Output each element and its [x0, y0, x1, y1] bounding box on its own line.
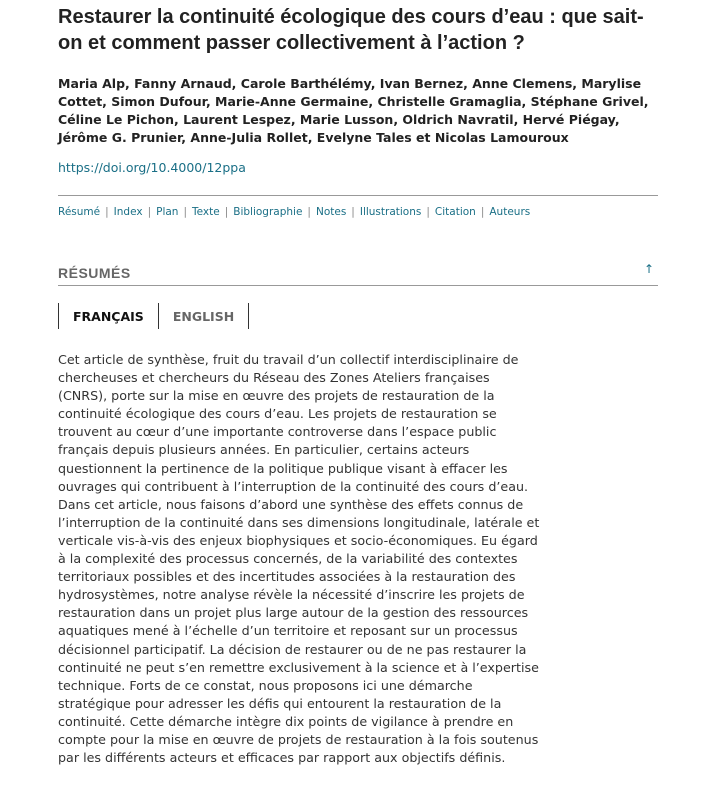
toc-separator: | — [183, 206, 187, 218]
toc-separator: | — [147, 206, 152, 218]
article-title: Restaurer la continuité écologique des cours d’eau : que sait-on et comment passer collectivement à l’action ? — [58, 6, 644, 54]
toc-link-resume[interactable]: Résumé — [58, 206, 101, 218]
tab-francais[interactable]: FRANÇAIS — [58, 303, 158, 329]
doi-link[interactable]: https://doi.org/10.4000/12ppa — [58, 160, 246, 175]
toc-separator: | — [426, 206, 430, 218]
toc-link-notes[interactable]: Notes — [315, 206, 347, 218]
toc-link-plan[interactable]: Plan — [156, 206, 179, 218]
toc-separator: | — [224, 206, 229, 218]
language-tabs — [58, 303, 249, 329]
toc-link-illustrations[interactable]: Illustrations — [359, 206, 422, 218]
toc-link-bibliographie[interactable]: Bibliographie — [233, 206, 303, 218]
back-to-top-icon[interactable]: ↑ — [644, 262, 655, 276]
section-title-resumes: RÉSUMÉS — [58, 265, 131, 281]
article-authors: Maria Alp, Fanny Arnaud, Carole Barthélémy, Ivan Bernez, Anne Clemens, Marylise Cottet, Simon Dufour, Marie-Anne Germaine, Christelle Gramaglia, Stéphane Grivel, Céline Le Pichon, Laurent Lespez, Marie Lusson, Oldrich Navratil, Hervé Piégay, Jérôme G. Prunier, Anne-Julia Rollet, Evelyne Tales et Nicolas Lamouroux — [58, 76, 649, 145]
toc-separator: | — [105, 206, 109, 218]
toc-link-index[interactable]: Index — [113, 206, 143, 218]
toc-link-citation[interactable]: Citation — [434, 206, 476, 218]
tab-english[interactable]: ENGLISH — [158, 303, 249, 329]
toc-link-texte[interactable]: Texte — [192, 206, 220, 218]
divider-top — [58, 195, 658, 196]
toc-separator: | — [307, 206, 311, 218]
toc-link-auteurs[interactable]: Auteurs — [489, 206, 531, 218]
divider-resumes — [58, 285, 658, 286]
abstract-text: Cet article de synthèse, fruit du travail d’un collectif interdisciplinaire de chercheuses et chercheurs du Réseau des Zones Ateliers françaises (CNRS), porte sur la mise en œuvre des projets de restauration de la continuité écologique des cours d’eau. Les projets de restauration se trouvent au cœur d’une importante controverse dans l’espace public français depuis plusieurs années. En particulier, certains acteurs questionnent la pertinence de la politique publique visant à effacer les ouvrages qui contribuent à l’interruption de la continuité des cours d’eau. Dans cet article, nous faisons d’abord une synthèse des effets connus de l’interruption de la continuité dans ses dimensions longitudinale, latérale et verticale vis-à-vis des enjeux biophysiques et socio-économiques. Eu égard à la complexité des processus concernés, de la variabilité des contextes territoriaux possibles et des incertitudes associées à la restauration des hydrosystèmes, notre analyse révèle la nécessité d’inscrire les projets de restauration dans un projet plus large autour de la gestion des ressources aquatiques mené à l’échelle d’un territoire et reposant sur un processus décisionnel participatif. La décision de restaurer ou de ne pas restaurer la continuité ne peut s’en remettre exclusivement à la science et à l’expertise technique. Forts de ce constat, nous proposons ici une démarche stratégique pour adresser les défis qui entourent la restauration de la continuité. Cette démarche intègre dix points de vigilance à prendre en compte pour la mise en œuvre de projets de restauration à la fois soutenus par les différents acteurs et efficaces par rapport aux objectifs définis. — [58, 352, 540, 766]
toc-separator: | — [480, 206, 485, 218]
toc-separator: | — [351, 206, 355, 218]
toc-nav — [58, 206, 530, 218]
